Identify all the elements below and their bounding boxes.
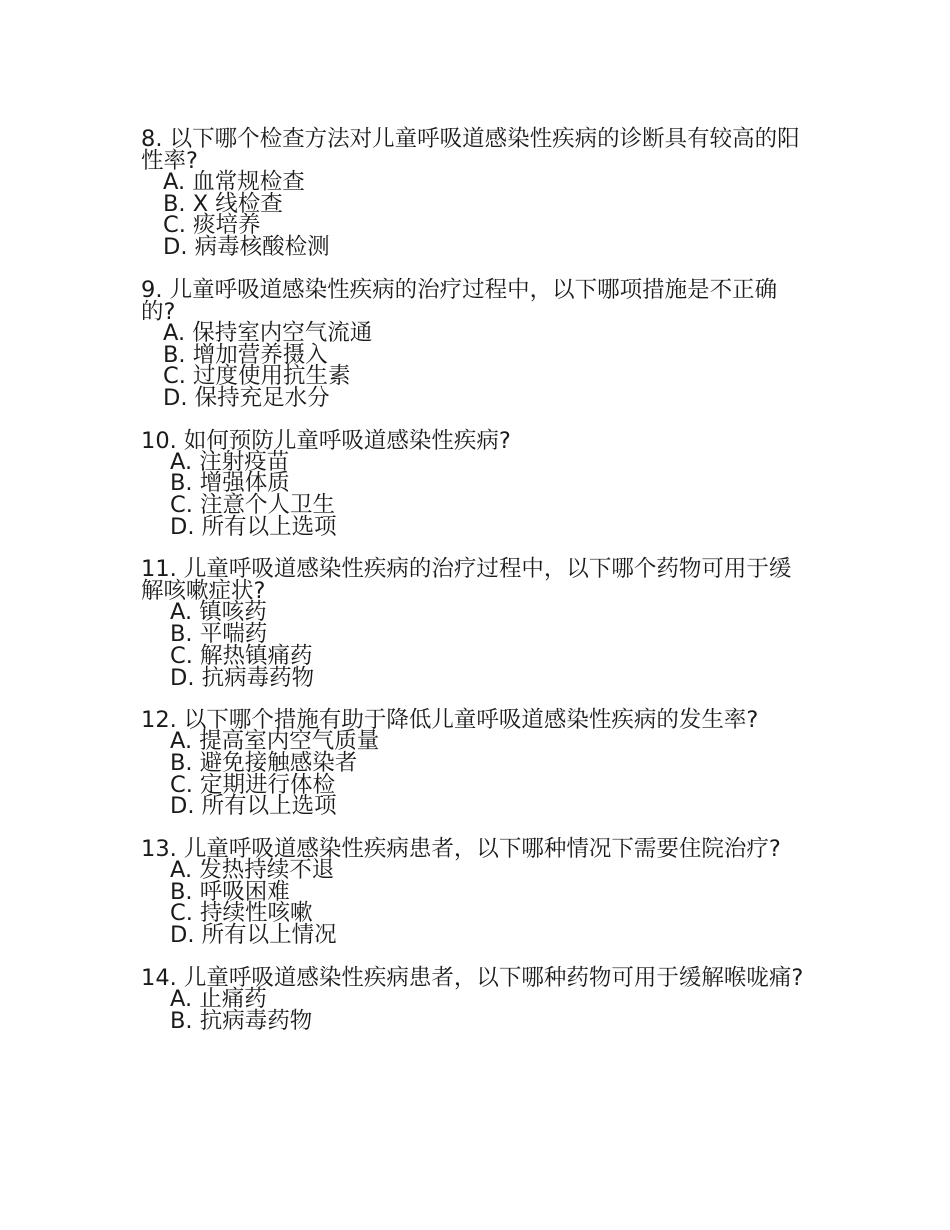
question-8	[141, 128, 811, 259]
option-d: D. 所有以上选项	[170, 793, 337, 820]
question-text: 12. 以下哪个措施有助于降低儿童呼吸道感染性疾病的发生率?	[141, 707, 759, 734]
question-10	[141, 427, 811, 540]
question-text: 10. 如何预防儿童呼吸道感染性疾病?	[141, 427, 511, 454]
option-a: A. 保持室内空气流通	[163, 319, 373, 346]
option-c: C. 持续性咳嗽	[170, 900, 313, 927]
option-a: A. 注射疫苗	[170, 448, 290, 475]
option-a: A. 止痛药	[170, 985, 267, 1012]
option-b: B. 呼吸困难	[170, 878, 290, 905]
option-d: D. 保持充足水分	[163, 384, 330, 411]
option-a: A. 血常规检查	[163, 169, 305, 195]
question-13	[141, 838, 811, 947]
option-a: A. 镇咳药	[170, 599, 267, 626]
option-a: A. 提高室内空气质量	[170, 728, 380, 755]
option-c: C. 过度使用抗生素	[163, 363, 351, 390]
question-text: 13. 儿童呼吸道感染性疾病患者，以下哪种情况下需要住院治疗?	[141, 836, 781, 863]
option-b: B. 抗病毒药物	[170, 1007, 313, 1034]
option-d: D. 所有以上选项	[170, 513, 337, 540]
question-text: 8. 以下哪个检查方法对儿童呼吸道感染性疾病的诊断具有较高的阳性率?	[141, 126, 800, 174]
question-text: 11. 儿童呼吸道感染性疾病的治疗过程中，以下哪个药物可用于缓解咳嗽症状?	[141, 556, 792, 605]
option-b: B. 平喘药	[170, 621, 268, 648]
option-b: B. 增强体质	[170, 470, 290, 497]
document-page	[141, 128, 811, 1052]
option-c: C. 注意个人卫生	[170, 492, 336, 519]
option-c: C. 痰培养	[163, 212, 261, 239]
question-11	[141, 558, 811, 689]
option-c: C. 解热镇痛药	[170, 642, 313, 669]
option-b: B. X 线检查	[163, 190, 283, 217]
option-b: B. 避免接触感染者	[170, 749, 358, 776]
question-12	[141, 709, 811, 818]
question-text: 9. 儿童呼吸道感染性疾病的治疗过程中，以下哪项措施是不正确的?	[141, 276, 778, 325]
option-c: C. 定期进行体检	[170, 771, 336, 798]
option-d: D. 抗病毒药物	[170, 664, 315, 691]
option-d: D. 病毒核酸检测	[163, 234, 330, 261]
option-a: A. 发热持续不退	[170, 857, 335, 884]
question-text: 14. 儿童呼吸道感染性疾病患者，以下哪种药物可用于缓解喉咙痛?	[141, 964, 804, 991]
option-b: B. 增加营养摄入	[163, 341, 328, 368]
option-d: D. 所有以上情况	[170, 922, 337, 949]
question-14	[141, 964, 811, 1034]
question-9	[141, 276, 811, 411]
